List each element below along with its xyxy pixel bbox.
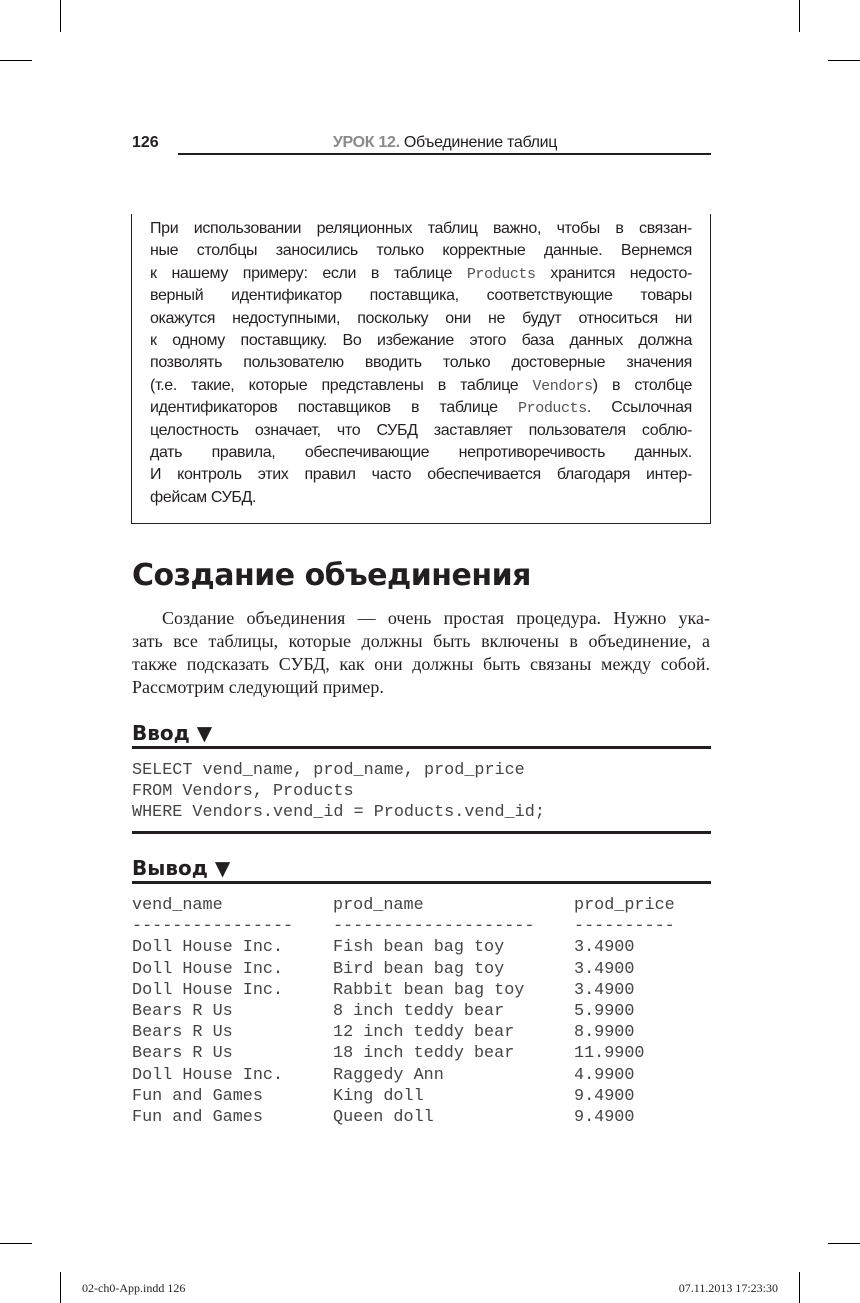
- cell: 11.9900: [574, 1044, 645, 1064]
- text-segment: окажутся недоступными, поскольку они не будут относиться ни: [150, 309, 692, 327]
- inline-code: Products: [466, 265, 536, 283]
- table-row: [132, 937, 694, 958]
- paragraph-line: Рассмотрим следующий пример.: [132, 677, 384, 697]
- paragraph-line: также подсказать СУБД, как они должны быть связаны между собой.: [132, 654, 710, 674]
- cell: 5.9900: [574, 1002, 635, 1022]
- cell: 9.4900: [574, 1108, 635, 1128]
- table-row: [132, 1107, 694, 1128]
- cell: Bird bean bag toy: [333, 959, 505, 979]
- cell: 4.9900: [574, 1065, 635, 1085]
- cell: Bears R Us: [132, 1023, 233, 1043]
- cell: Raggedy Ann: [333, 1065, 444, 1085]
- crop-mark: [60, 1272, 61, 1303]
- table-row: [132, 1043, 694, 1064]
- cell: Doll House Inc.: [132, 1065, 284, 1085]
- sidebar-line: [150, 352, 692, 374]
- crop-mark: [799, 0, 800, 32]
- sidebar-line: [150, 464, 692, 486]
- cell: 3.4900: [574, 980, 635, 1000]
- header-rule: [178, 153, 711, 155]
- cell: Fun and Games: [132, 1086, 263, 1106]
- sidebar-line: [150, 375, 692, 397]
- sidebar-line: [150, 397, 692, 419]
- page-number: 126: [132, 134, 159, 151]
- cell: 8.9900: [574, 1023, 635, 1043]
- text-segment: (т.е. такие, которые представлены в таблице: [150, 376, 533, 394]
- crop-mark: [60, 0, 61, 32]
- sidebar-line: [150, 442, 692, 464]
- cell: 18 inch teddy bear: [333, 1044, 515, 1064]
- text-segment: ) в столбце: [592, 376, 692, 394]
- text-segment: верный идентификатор поставщика, соответствующие товары: [150, 287, 692, 305]
- cell: 8 inch teddy bear: [333, 1002, 505, 1022]
- inline-code: Products: [518, 400, 587, 418]
- text-segment: фейсам СУБД.: [150, 488, 257, 506]
- input-rule-bottom: [132, 831, 711, 834]
- footer-file: 02-ch0-App.indd 126: [82, 1281, 186, 1295]
- cell: prod_price: [574, 896, 675, 915]
- output-rule: [132, 881, 711, 884]
- cell: Fun and Games: [132, 1108, 263, 1128]
- cell: 3.4900: [574, 959, 635, 979]
- sidebar-line: [150, 330, 692, 352]
- section-heading: Создание объединения: [132, 558, 531, 593]
- sidebar-line: [150, 218, 692, 240]
- table-row: [132, 1001, 694, 1022]
- output-label: Вывод ▼: [132, 856, 231, 880]
- sidebar-line: [150, 263, 692, 285]
- crop-mark: [799, 1272, 800, 1303]
- cell: 12 inch teddy bear: [333, 1023, 515, 1043]
- cell: Queen doll: [333, 1108, 434, 1128]
- sidebar-line: [150, 420, 692, 442]
- table-row: [132, 1022, 694, 1043]
- cell: ----------------: [132, 917, 294, 937]
- table-row: [132, 980, 694, 1001]
- text-segment: дать правила, обеспечивающие непротиворечивость данных.: [150, 443, 692, 461]
- cell: Doll House Inc.: [132, 980, 284, 1000]
- cell: Bears R Us: [132, 1044, 233, 1064]
- cell: Doll House Inc.: [132, 938, 284, 958]
- text-segment: идентификаторов поставщиков в таблице: [150, 399, 519, 417]
- crop-mark: [0, 60, 32, 61]
- cell: Doll House Inc.: [132, 959, 284, 979]
- cell: 3.4900: [574, 938, 635, 958]
- text-segment: хранится недосто-: [535, 264, 692, 282]
- input-rule-top: [132, 746, 711, 749]
- sidebar-text: [150, 218, 692, 509]
- text-segment: . Ссылочная: [586, 399, 692, 417]
- code-line: FROM Vendors, Products: [132, 782, 354, 802]
- running-header: [180, 134, 710, 152]
- sidebar-line: [150, 285, 692, 307]
- sidebar-line: [150, 240, 692, 262]
- footer-timestamp: 07.11.2013 17:23:30: [678, 1281, 778, 1295]
- sidebar-line: [150, 308, 692, 330]
- cell: Bears R Us: [132, 1002, 233, 1022]
- paragraph-line: зать все таблицы, которые должны быть включены в объединение, а: [132, 631, 710, 651]
- text-segment: ные столбцы заносились только корректные данные. Вернемся: [150, 242, 692, 260]
- cell: Rabbit bean bag toy: [333, 980, 525, 1000]
- sidebar-line: [150, 487, 692, 509]
- text-segment: к нашему примеру: если в таблице: [150, 264, 467, 282]
- output-table: [132, 895, 694, 1128]
- table-row: [132, 959, 694, 980]
- sql-code: [132, 760, 545, 824]
- text-segment: И контроль этих правил часто обеспечивается благодаря интер-: [150, 466, 692, 484]
- table-row: [132, 1065, 694, 1086]
- text-segment: При использовании реляционных таблиц важно, чтобы в связан-: [150, 220, 692, 237]
- code-line: SELECT vend_name, prod_name, prod_price: [132, 761, 525, 780]
- text-segment: позволять пользователю вводить только достоверные значения: [150, 354, 692, 372]
- cell: --------------------: [333, 917, 535, 937]
- chapter-title: Объединение таблиц: [403, 134, 558, 151]
- code-line: WHERE Vendors.vend_id = Products.vend_id;: [132, 803, 545, 823]
- text-segment: целостность означает, что СУБД заставляет пользователя соблю-: [150, 421, 692, 439]
- crop-mark: [0, 1243, 32, 1244]
- cell: King doll: [333, 1086, 424, 1106]
- table-separator: [132, 916, 694, 937]
- table-header: [132, 895, 694, 916]
- cell: 9.4900: [574, 1086, 635, 1106]
- inline-code: Vendors: [532, 377, 593, 395]
- cell: vend_name: [132, 896, 223, 915]
- text-segment: к одному поставщику. Во избежание этого база данных должна: [150, 331, 692, 349]
- crop-mark: [828, 60, 860, 61]
- cell: ----------: [574, 917, 675, 937]
- cell: prod_name: [333, 896, 424, 915]
- crop-mark: [828, 1243, 860, 1244]
- section-paragraph: [132, 607, 710, 699]
- input-label: Ввод ▼: [132, 721, 213, 745]
- cell: Fish bean bag toy: [333, 938, 505, 958]
- lesson-label: УРОК 12.: [332, 134, 400, 151]
- table-row: [132, 1086, 694, 1107]
- paragraph-line: Создание объединения — очень простая процедура. Нужно ука-: [162, 608, 710, 628]
